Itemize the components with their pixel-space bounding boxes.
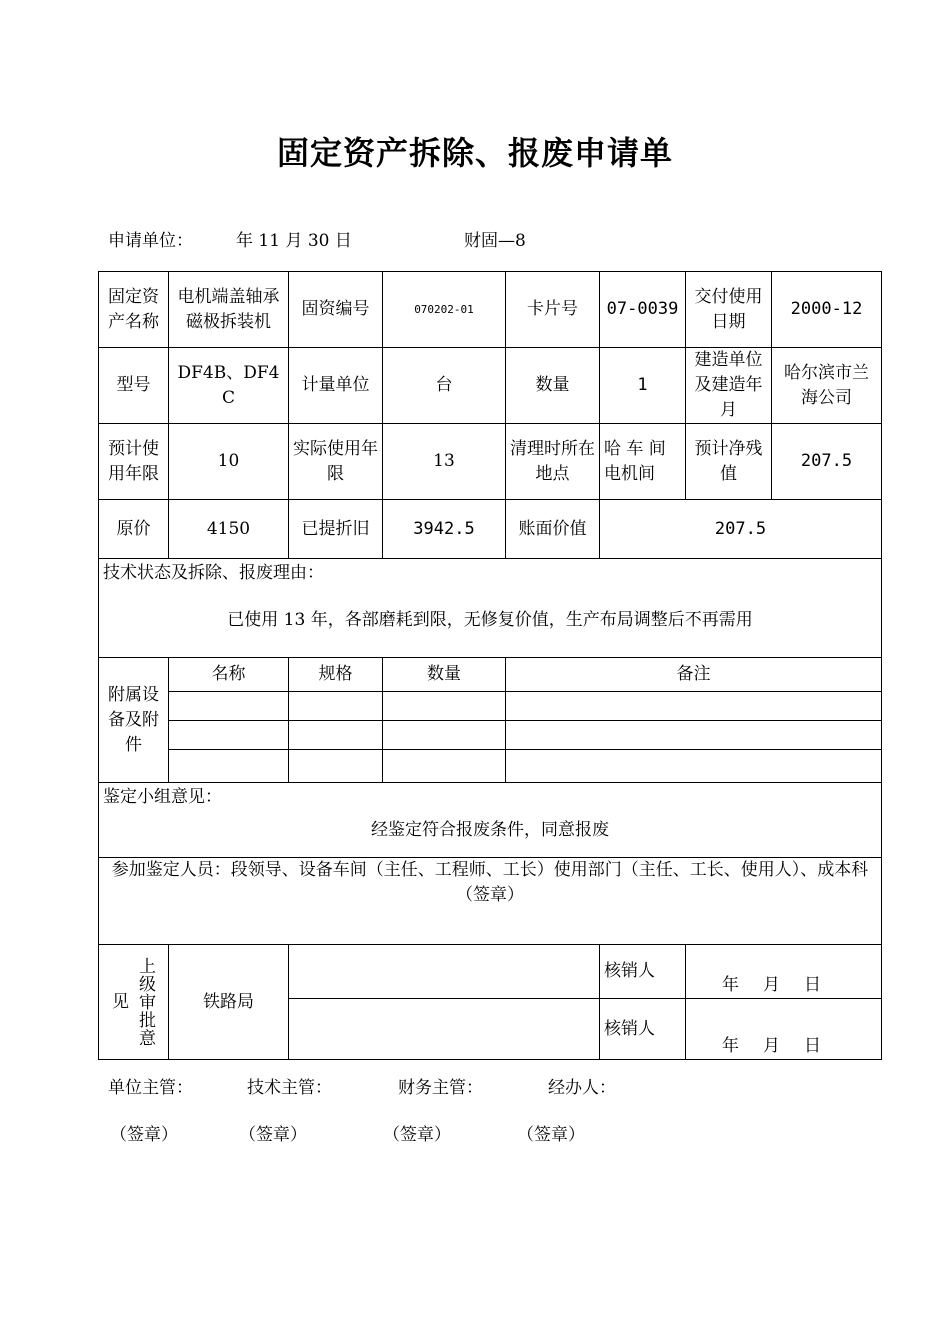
accessory-header-qty: 数量 (383, 658, 506, 692)
approval-label-left: 见 (112, 991, 129, 1012)
accessory-cell[interactable] (169, 692, 289, 721)
approval-label-right: 上级审批意 (135, 957, 155, 1047)
location-value: 哈 车 间电机间 (600, 424, 686, 500)
table-row (99, 945, 882, 999)
table-row (99, 750, 882, 783)
accessory-cell[interactable] (289, 750, 383, 783)
card-no-value: 07-0039 (600, 272, 686, 348)
participants-cell (99, 858, 882, 945)
accessory-cell[interactable] (169, 721, 289, 750)
residual-value: 207.5 (772, 424, 882, 500)
quantity-value: 1 (600, 348, 686, 424)
date-year: 年 (722, 1036, 739, 1056)
approver-label: 核销人 (600, 945, 686, 999)
date-month: 月 (763, 1036, 780, 1056)
date-day: 日 (804, 975, 821, 995)
table-row (99, 348, 882, 424)
asset-no-label: 固资编号 (289, 272, 383, 348)
date-year: 年 (722, 975, 739, 995)
date-day: 日 (804, 1036, 821, 1056)
accessory-cell[interactable] (506, 692, 882, 721)
tech-head-label: 技术主管： (247, 1078, 332, 1098)
asset-no-value: 070202-01 (383, 272, 506, 348)
accessory-cell[interactable] (506, 750, 882, 783)
approval-date (686, 945, 882, 999)
delivery-date-value: 2000-12 (772, 272, 882, 348)
seal-tech-head: （签章） (239, 1125, 307, 1145)
builder-label: 建造单位及建造年月 (686, 348, 772, 424)
measure-unit-label: 计量单位 (289, 348, 383, 424)
form-number: 财固—8 (464, 231, 526, 251)
reason-text: 已使用 13 年，各部磨耗到限，无修复价值，生产布局调整后不再需用 (227, 610, 753, 630)
reason-label: 技术状态及拆除、报废理由： (103, 563, 324, 583)
quantity-label: 数量 (506, 348, 600, 424)
delivery-date-label: 交付使用日期 (686, 272, 772, 348)
application-date: 年 11 月 30 日 (236, 231, 352, 251)
opinion-label: 鉴定小组意见： (103, 787, 222, 807)
expected-life-value: 10 (169, 424, 289, 500)
approver-label: 核销人 (600, 999, 686, 1060)
builder-value: 哈尔滨市兰海公司 (772, 348, 882, 424)
table-row (99, 424, 882, 500)
approval-label (99, 945, 169, 1060)
accessory-cell[interactable] (289, 721, 383, 750)
seal-unit-head: （签章） (110, 1125, 178, 1145)
original-price-value: 4150 (169, 500, 289, 559)
depreciation-label: 已提折旧 (289, 500, 383, 559)
actual-life-value: 13 (383, 424, 506, 500)
location-label: 清理时所在地点 (506, 424, 600, 500)
table-row (99, 721, 882, 750)
opinion-text: 经鉴定符合报废条件，同意报废 (371, 820, 609, 840)
accessories-label: 附属设备及附件 (99, 658, 169, 783)
seal-handler: （签章） (517, 1125, 585, 1145)
table-row (99, 658, 882, 692)
accessory-cell[interactable] (289, 692, 383, 721)
asset-name-value: 电机端盖轴承磁极拆装机 (169, 272, 289, 348)
depreciation-value: 3942.5 (383, 500, 506, 559)
book-value-label: 账面价值 (506, 500, 600, 559)
handler-label: 经办人： (548, 1078, 616, 1098)
expected-life-label: 预计使用年限 (99, 424, 169, 500)
approval-date (686, 999, 882, 1060)
table-row (99, 272, 882, 348)
accessory-header-spec: 规格 (289, 658, 383, 692)
form-title: 固定资产拆除、报废申请单 (276, 134, 673, 172)
accessory-header-name: 名称 (169, 658, 289, 692)
book-value-value: 207.5 (600, 500, 882, 559)
residual-label: 预计净残值 (686, 424, 772, 500)
actual-life-label: 实际使用年限 (289, 424, 383, 500)
accessory-cell[interactable] (383, 721, 506, 750)
railway-bureau: 铁路局 (169, 945, 289, 1060)
reason-cell (99, 559, 882, 658)
finance-head-label: 财务主管： (398, 1078, 483, 1098)
accessory-cell[interactable] (506, 721, 882, 750)
applicant-unit-label: 申请单位： (108, 231, 193, 251)
table-row (99, 858, 882, 945)
unit-head-label: 单位主管： (108, 1078, 193, 1098)
asset-name-label: 固定资产名称 (99, 272, 169, 348)
model-label: 型号 (99, 348, 169, 424)
original-price-label: 原价 (99, 500, 169, 559)
approval-opinion-cell[interactable] (289, 999, 600, 1060)
asset-disposal-table (98, 271, 882, 1060)
accessory-header-notes: 备注 (506, 658, 882, 692)
approval-opinion-cell[interactable] (289, 945, 600, 999)
accessory-cell[interactable] (169, 750, 289, 783)
model-value: DF4B、DF4C (169, 348, 289, 424)
table-row (99, 783, 882, 858)
measure-unit-value: 台 (383, 348, 506, 424)
seal-finance-head: （签章） (383, 1125, 451, 1145)
table-row (99, 559, 882, 658)
date-month: 月 (763, 975, 780, 995)
table-row (99, 500, 882, 559)
table-row (99, 692, 882, 721)
opinion-cell (99, 783, 882, 858)
card-no-label: 卡片号 (506, 272, 600, 348)
accessory-cell[interactable] (383, 692, 506, 721)
accessory-cell[interactable] (383, 750, 506, 783)
participants-text: 参加鉴定人员：段领导、设备车间（主任、工程师、工长）使用部门（主任、工长、使用人）、成本科（签章） (111, 860, 869, 905)
